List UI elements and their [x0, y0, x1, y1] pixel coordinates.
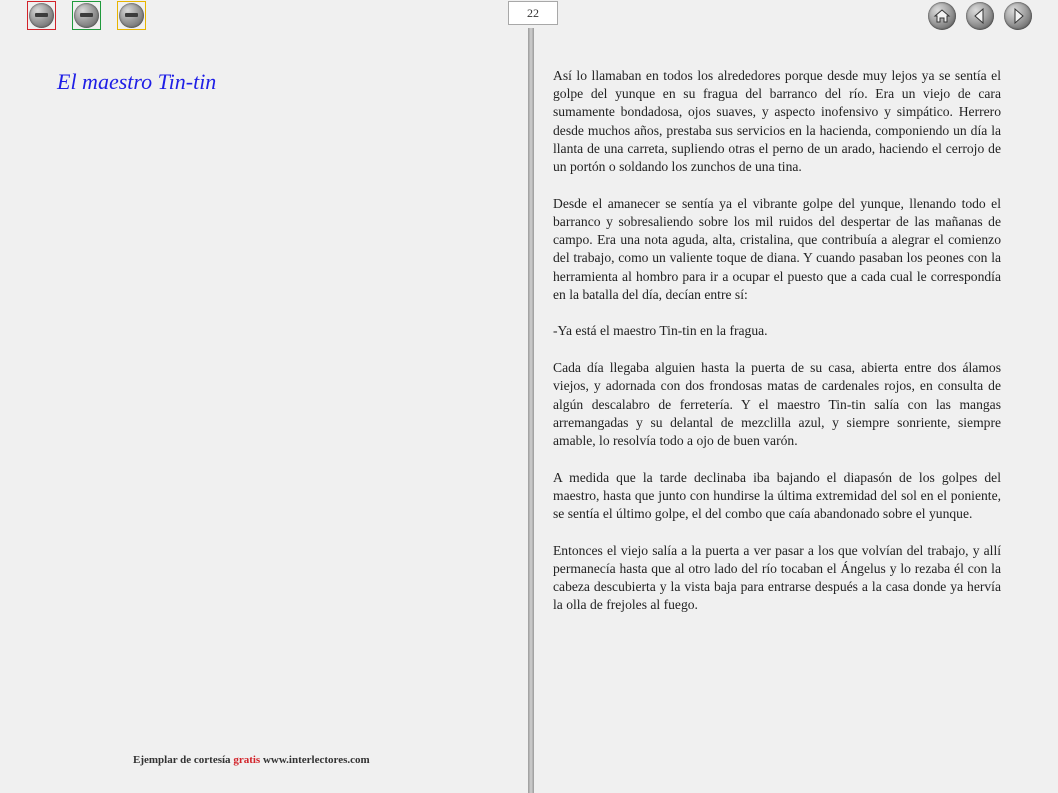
- paragraph: Entonces el viejo salía a la puerta a ver pasar a los que volvían del trabajo, y allí permanecía hasta que al otro lado del río tocaban el Ángelus y lo rezaba él con la cabeza descubierta y la vista baja para entrarse después a la casa donde ya hervía la olla de frejoles al fuego.: [553, 542, 1001, 613]
- minus-orb-icon: [119, 3, 144, 28]
- footer-prefix: Ejemplar de cortesía: [133, 754, 234, 766]
- body-text: [553, 67, 1001, 633]
- home-button[interactable]: [928, 2, 956, 30]
- chapter-title: El maestro Tin-tin: [57, 69, 217, 94]
- restore-window-button[interactable]: [117, 1, 146, 30]
- paragraph: Desde el amanecer se sentía ya el vibrante golpe del yunque, llenando todo el barranco y sobresaliendo sobre los mil ruidos del despertar de las mañanas de campo. Era una nota aguda, alta, cristalina, que contribuía a alegrar el comienzo del trabajo, como un valiente toque de diana. Y cuando pasaban los peones con la herramienta al hombro para ir a ocupar el puesto que a cada cual le correspondía en la batalla del día, decían entre sí:: [553, 195, 1001, 302]
- paragraph: Cada día llegaba alguien hasta la puerta de su casa, abierta entre dos álamos viejos, y adornada con dos frondosas matas de cardenales rojos, en consulta de algún descalabro de ferretería. Y el maestro Tin-tin salía con las mangas arremangadas y su delantal de mezclilla azul, y siempre sonriente, siempre amable, lo resolvía todo a ojo de buen varón.: [553, 360, 1001, 448]
- footer-courtesy: [133, 754, 370, 766]
- paragraph: A medida que la tarde declinaba iba bajando el diapasón de los golpes del maestro, hasta que junto con hundirse la última extremidad del sol en el poniente, se sentía el último golpe, el del combo que caía abandonado sobre el yunque.: [553, 469, 1001, 522]
- minus-orb-icon: [74, 3, 99, 28]
- footer-gratis-link[interactable]: gratis: [233, 754, 261, 766]
- home-icon: [928, 2, 956, 30]
- right-arrow-icon: [1004, 2, 1032, 30]
- previous-page-button[interactable]: [966, 2, 994, 30]
- minimize-window-button[interactable]: [72, 1, 101, 30]
- minus-orb-icon: [29, 3, 54, 28]
- page-number: 22: [508, 1, 558, 25]
- paragraph: Así lo llamaban en todos los alrededores porque desde muy lejos ya se sentía el golpe del yunque en su fragua del barranco del río. Era un viejo de cara sumamente bondadosa, ojos suaves, y aspecto inofensivo y simpático. Herrero desde muchos años, prestaba sus servicios en la hacienda, componiendo un día la llanta de una carreta, supliendo otras el perno de un arado, haciendo el cerrojo de un portón o soldando los zunchos de una tina.: [553, 68, 1001, 175]
- paragraph: -Ya está el maestro Tin-tin en la fragua.: [553, 323, 768, 339]
- close-window-button[interactable]: [27, 1, 56, 30]
- left-arrow-icon: [966, 2, 994, 30]
- footer-site-link[interactable]: www.interlectores.com: [260, 754, 370, 766]
- page-divider: [528, 28, 534, 793]
- next-page-button[interactable]: [1004, 2, 1032, 30]
